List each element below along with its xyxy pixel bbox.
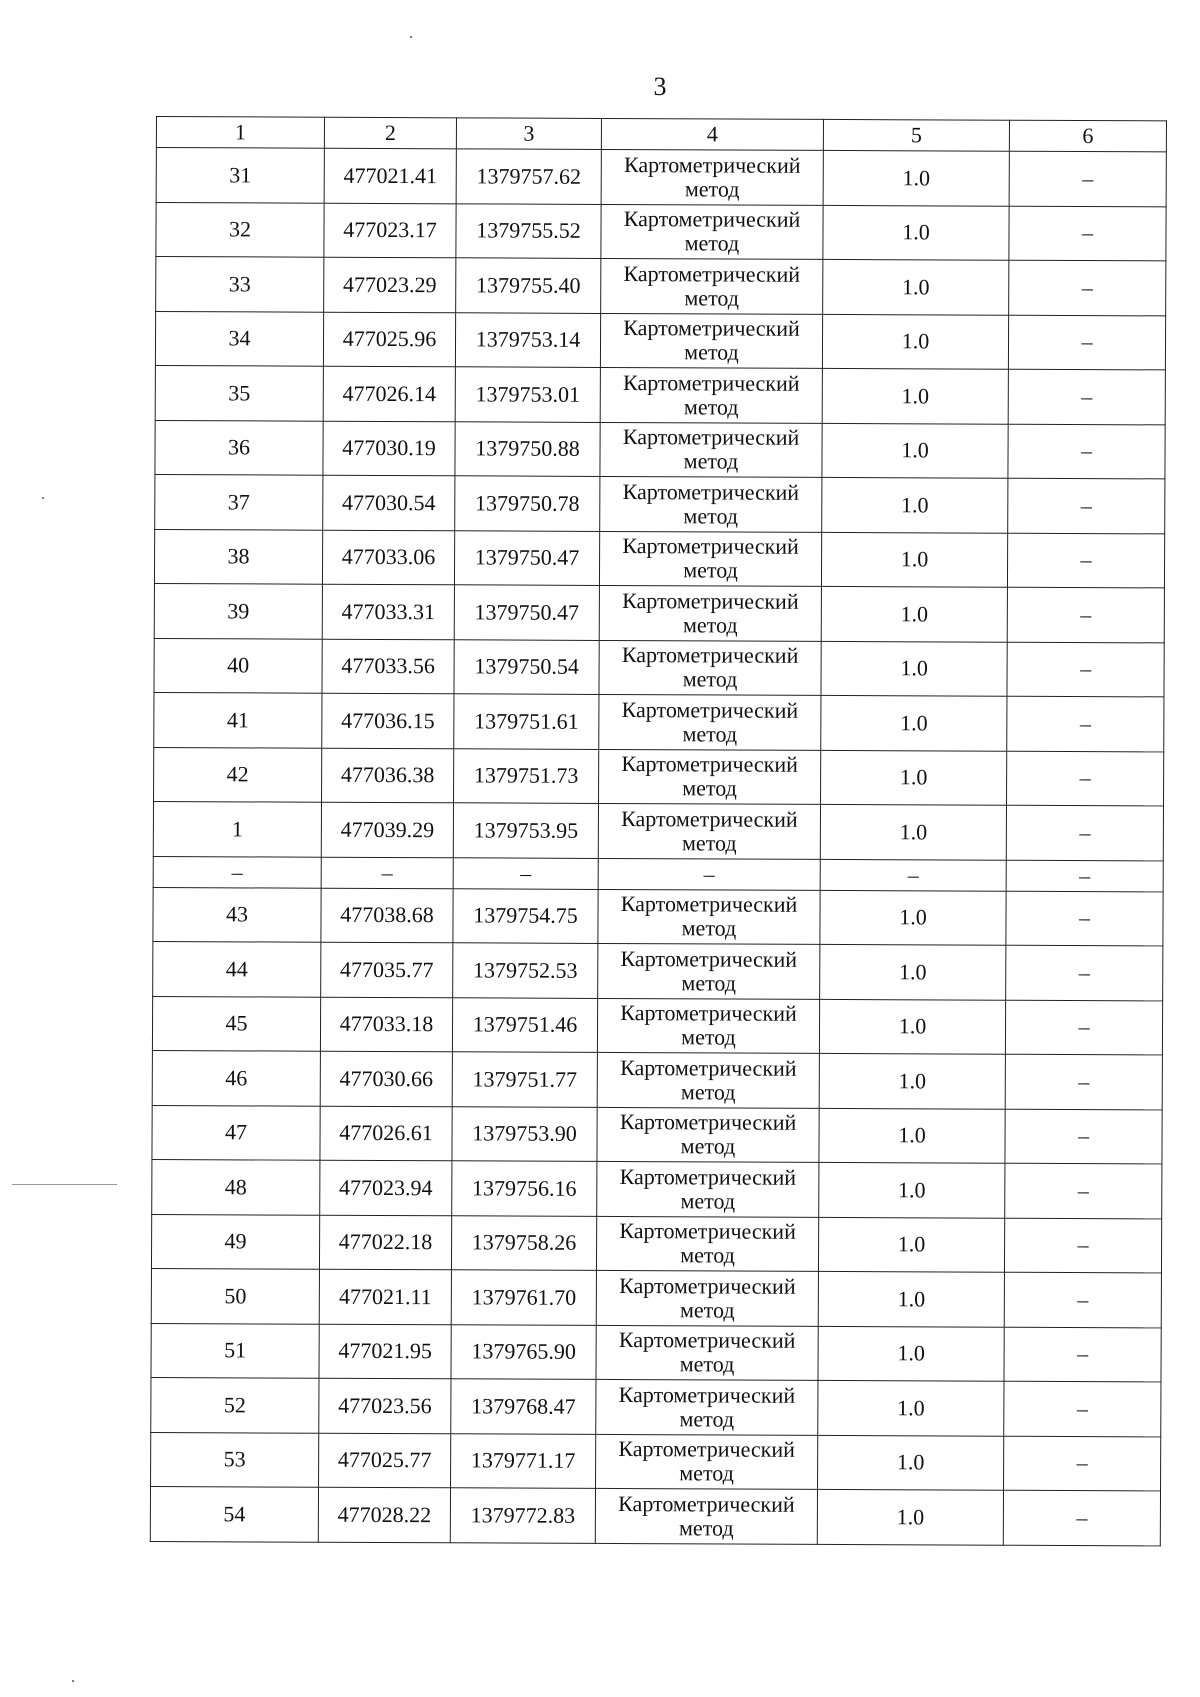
- method-cell: [600, 367, 822, 422]
- method-line-1: Картометрический: [623, 206, 801, 233]
- note-cell: –: [1004, 1218, 1161, 1273]
- method-line-1: Картометрический: [623, 315, 800, 342]
- accuracy-cell: 1.0: [819, 1162, 1005, 1217]
- table-row: [154, 692, 1164, 751]
- method-line-1: Картометрический: [619, 1109, 797, 1136]
- method-cell: [599, 694, 821, 749]
- y-coordinate-cell: 1379751.61: [454, 694, 599, 749]
- table-body: [150, 117, 1166, 1546]
- accuracy-cell: 1.0: [818, 1217, 1004, 1272]
- table-row: [151, 1268, 1161, 1327]
- table-row: [153, 941, 1163, 1000]
- method-line-2: метод: [683, 557, 738, 583]
- point-number-cell: 53: [151, 1432, 319, 1487]
- separator-cell: –: [598, 858, 820, 890]
- accuracy-cell: 1.0: [818, 1435, 1004, 1490]
- method-line-1: Картометрический: [622, 587, 799, 614]
- table-row: [154, 638, 1164, 697]
- x-coordinate-cell: 477023.56: [319, 1378, 451, 1433]
- method-line-2: метод: [681, 1024, 736, 1050]
- x-coordinate-cell: 477033.56: [322, 639, 454, 694]
- accuracy-cell: 1.0: [822, 477, 1008, 532]
- method-line-1: Картометрический: [621, 751, 798, 778]
- point-number-cell: 47: [152, 1105, 320, 1160]
- point-number-cell: 49: [151, 1214, 319, 1269]
- header-cell-6: 6: [1009, 120, 1166, 152]
- table-row: [152, 1105, 1162, 1164]
- note-cell: –: [1008, 478, 1165, 533]
- x-coordinate-cell: 477026.14: [323, 366, 455, 421]
- note-cell: –: [1005, 1000, 1162, 1055]
- point-number-cell: 36: [155, 420, 323, 475]
- method-cell: [596, 1325, 818, 1380]
- point-number-cell: 46: [152, 1050, 320, 1105]
- table-row: [156, 202, 1166, 261]
- y-coordinate-cell: 1379754.75: [453, 888, 598, 943]
- y-coordinate-cell: 1379750.47: [454, 585, 599, 640]
- method-line-1: Картометрический: [620, 1000, 797, 1027]
- note-cell: –: [1005, 1109, 1162, 1164]
- method-cell: [596, 1379, 818, 1434]
- point-number-cell: 35: [155, 365, 323, 420]
- table-row: [153, 887, 1163, 946]
- x-coordinate-cell: 477023.29: [324, 257, 456, 312]
- x-coordinate-cell: 477036.38: [322, 748, 454, 803]
- method-cell: [601, 204, 823, 259]
- method-cell: [597, 1107, 819, 1162]
- table-row: [156, 257, 1166, 316]
- x-coordinate-cell: 477028.22: [318, 1487, 450, 1542]
- method-cell: [595, 1488, 817, 1543]
- table-row: [155, 311, 1165, 370]
- accuracy-cell: 1.0: [819, 1053, 1005, 1108]
- method-line-2: метод: [681, 830, 737, 856]
- method-line-1: Картометрический: [623, 369, 800, 396]
- y-coordinate-cell: 1379772.83: [450, 1488, 595, 1543]
- y-coordinate-cell: 1379752.53: [453, 943, 598, 998]
- note-cell: –: [1007, 587, 1164, 642]
- accuracy-cell: 1.0: [823, 150, 1009, 205]
- point-number-cell: 54: [150, 1486, 318, 1541]
- point-number-cell: 31: [156, 148, 324, 203]
- accuracy-cell: 1.0: [820, 890, 1006, 945]
- method-cell: [601, 258, 823, 313]
- x-coordinate-cell: 477023.94: [320, 1160, 452, 1215]
- method-line-1: Картометрический: [621, 642, 799, 669]
- y-coordinate-cell: 1379756.16: [452, 1161, 597, 1216]
- accuracy-cell: 1.0: [822, 314, 1008, 369]
- accuracy-cell: 1.0: [818, 1380, 1004, 1435]
- method-line-1: Картометрический: [623, 151, 801, 178]
- point-number-cell: 33: [156, 257, 324, 312]
- x-coordinate-cell: 477033.06: [322, 530, 454, 585]
- table-row: [152, 1050, 1162, 1109]
- table-row: [151, 1432, 1161, 1491]
- point-number-cell: 41: [154, 692, 322, 747]
- method-cell: [601, 149, 823, 204]
- method-line-2: метод: [680, 1079, 736, 1105]
- x-coordinate-cell: 477036.15: [322, 693, 454, 748]
- method-cell: [598, 889, 820, 944]
- separator-cell: –: [153, 856, 321, 888]
- method-line-2: метод: [684, 285, 740, 311]
- point-number-cell: 37: [155, 474, 323, 529]
- y-coordinate-cell: 1379751.77: [452, 1052, 597, 1107]
- y-coordinate-cell: 1379753.14: [455, 312, 600, 367]
- method-line-2: метод: [679, 1460, 734, 1486]
- method-line-2: метод: [682, 666, 738, 692]
- y-coordinate-cell: 1379753.01: [455, 367, 600, 422]
- method-line-2: метод: [683, 448, 739, 474]
- x-coordinate-cell: 477021.11: [319, 1269, 451, 1324]
- point-number-cell: 48: [152, 1159, 320, 1214]
- note-cell: –: [1004, 1436, 1161, 1491]
- note-cell: –: [1003, 1490, 1160, 1545]
- header-cell-5: 5: [823, 119, 1009, 151]
- method-line-1: Картометрический: [620, 945, 798, 972]
- accuracy-cell: 1.0: [819, 1108, 1005, 1163]
- method-line-1: Картометрический: [622, 533, 799, 560]
- method-line-2: метод: [681, 915, 737, 941]
- y-coordinate-cell: 1379768.47: [451, 1379, 596, 1434]
- point-number-cell: 1: [153, 801, 321, 856]
- method-cell: [600, 476, 822, 531]
- method-line-2: метод: [682, 775, 737, 801]
- method-cell: [599, 585, 821, 640]
- table-row: [151, 1323, 1161, 1382]
- method-cell: [600, 422, 822, 477]
- y-coordinate-cell: 1379757.62: [456, 149, 601, 204]
- table-row: [155, 365, 1165, 424]
- table-row: [154, 583, 1164, 642]
- x-coordinate-cell: 477033.31: [322, 584, 454, 639]
- method-line-2: метод: [680, 1133, 736, 1159]
- method-line-1: Картометрический: [619, 1218, 796, 1245]
- note-cell: –: [1005, 1054, 1162, 1109]
- note-cell: –: [1007, 751, 1164, 806]
- point-number-cell: 34: [155, 311, 323, 366]
- x-coordinate-cell: 477033.18: [320, 997, 452, 1052]
- separator-cell: –: [453, 857, 598, 889]
- header-cell-1: 1: [156, 117, 324, 149]
- method-line-2: метод: [679, 1351, 735, 1377]
- method-line-1: Картометрический: [618, 1381, 796, 1408]
- point-number-cell: 39: [154, 583, 322, 638]
- page-number: 3: [653, 72, 667, 101]
- scan-speck: [72, 1680, 74, 1682]
- y-coordinate-cell: 1379750.78: [455, 476, 600, 531]
- method-cell: [600, 313, 822, 368]
- method-line-2: метод: [679, 1406, 735, 1432]
- x-coordinate-cell: 477030.54: [323, 475, 455, 530]
- method-line-2: метод: [684, 339, 739, 365]
- note-cell: –: [1009, 151, 1166, 206]
- x-coordinate-cell: 477038.68: [321, 888, 453, 943]
- note-cell: –: [1008, 369, 1165, 424]
- method-line-2: метод: [681, 970, 737, 996]
- table-header-row: [156, 117, 1166, 152]
- x-coordinate-cell: 477039.29: [321, 802, 453, 857]
- header-cell-4: 4: [601, 118, 823, 150]
- accuracy-cell: 1.0: [821, 750, 1007, 805]
- accuracy-cell: 1.0: [823, 259, 1009, 314]
- method-cell: [596, 1270, 818, 1325]
- point-number-cell: 51: [151, 1323, 319, 1378]
- accuracy-cell: 1.0: [822, 368, 1008, 423]
- point-number-cell: 50: [151, 1268, 319, 1323]
- y-coordinate-cell: 1379758.26: [451, 1215, 596, 1270]
- note-cell: –: [1008, 315, 1165, 370]
- note-cell: –: [1006, 945, 1163, 1000]
- point-number-cell: 42: [154, 747, 322, 802]
- method-cell: [596, 1434, 818, 1489]
- method-line-2: метод: [684, 176, 740, 202]
- method-line-1: Картометрический: [623, 260, 801, 287]
- table-row: [152, 996, 1162, 1055]
- x-coordinate-cell: 477023.17: [324, 203, 456, 258]
- method-cell: [599, 640, 821, 695]
- method-line-1: Картометрический: [618, 1436, 795, 1463]
- x-coordinate-cell: 477021.95: [319, 1324, 451, 1379]
- method-line-2: метод: [680, 1242, 735, 1268]
- table-row: [151, 1214, 1161, 1273]
- method-line-2: метод: [678, 1515, 734, 1541]
- method-cell: [599, 531, 821, 586]
- scan-speck: [42, 497, 44, 499]
- method-line-1: Картометрический: [621, 696, 799, 723]
- point-number-cell: 43: [153, 887, 321, 942]
- y-coordinate-cell: 1379771.17: [451, 1433, 596, 1488]
- point-number-cell: 52: [151, 1377, 319, 1432]
- point-number-cell: 45: [152, 996, 320, 1051]
- method-line-1: Картометрический: [618, 1327, 796, 1354]
- accuracy-cell: 1.0: [823, 205, 1009, 260]
- table-row: [150, 1486, 1160, 1545]
- accuracy-cell: 1.0: [821, 641, 1007, 696]
- method-line-2: метод: [682, 612, 738, 638]
- x-coordinate-cell: 477026.61: [320, 1106, 452, 1161]
- accuracy-cell: 1.0: [820, 944, 1006, 999]
- y-coordinate-cell: 1379751.73: [454, 748, 599, 803]
- table-row: [153, 801, 1163, 860]
- method-cell: [598, 943, 820, 998]
- method-cell: [599, 749, 821, 804]
- note-cell: –: [1005, 1163, 1162, 1218]
- accuracy-cell: 1.0: [820, 804, 1006, 859]
- scan-artifact-line: [12, 1184, 117, 1185]
- method-line-1: Картометрический: [622, 424, 800, 451]
- point-number-cell: 32: [156, 202, 324, 257]
- x-coordinate-cell: 477030.66: [320, 1051, 452, 1106]
- method-line-1: Картометрический: [620, 891, 798, 918]
- method-line-1: Картометрический: [618, 1490, 795, 1517]
- x-coordinate-cell: 477022.18: [319, 1215, 451, 1270]
- note-cell: –: [1008, 424, 1165, 479]
- y-coordinate-cell: 1379753.95: [453, 803, 598, 858]
- x-coordinate-cell: 477025.96: [323, 312, 455, 367]
- note-cell: –: [1006, 805, 1163, 860]
- table-row: [154, 529, 1164, 588]
- y-coordinate-cell: 1379755.52: [456, 203, 601, 258]
- note-cell: –: [1007, 696, 1164, 751]
- method-cell: [597, 1052, 819, 1107]
- table-row: [152, 1159, 1162, 1218]
- accuracy-cell: 1.0: [821, 532, 1007, 587]
- header-cell-3: 3: [456, 118, 601, 150]
- y-coordinate-cell: 1379750.47: [454, 530, 599, 585]
- accuracy-cell: 1.0: [819, 999, 1005, 1054]
- table-row: [155, 420, 1165, 479]
- method-cell: [596, 1216, 818, 1271]
- x-coordinate-cell: 477021.41: [324, 148, 456, 203]
- note-cell: –: [1009, 260, 1166, 315]
- method-line-2: метод: [683, 503, 739, 529]
- y-coordinate-cell: 1379753.90: [452, 1106, 597, 1161]
- separator-row: [153, 856, 1163, 891]
- y-coordinate-cell: 1379755.40: [456, 258, 601, 313]
- method-line-2: метод: [683, 394, 739, 420]
- point-number-cell: 40: [154, 638, 322, 693]
- point-number-cell: 44: [153, 941, 321, 996]
- accuracy-cell: 1.0: [818, 1326, 1004, 1381]
- method-line-2: метод: [679, 1297, 735, 1323]
- y-coordinate-cell: 1379750.88: [455, 421, 600, 476]
- method-line-1: Картометрический: [620, 1054, 797, 1081]
- note-cell: –: [1006, 891, 1163, 946]
- accuracy-cell: 1.0: [817, 1489, 1003, 1544]
- x-coordinate-cell: 477030.19: [323, 421, 455, 476]
- note-cell: –: [1007, 642, 1164, 697]
- y-coordinate-cell: 1379765.90: [451, 1324, 596, 1379]
- method-line-2: метод: [684, 230, 740, 256]
- method-cell: [597, 998, 819, 1053]
- method-cell: [598, 803, 820, 858]
- method-line-1: Картометрический: [621, 805, 798, 832]
- table-row: [154, 747, 1164, 806]
- table-row: [151, 1377, 1161, 1436]
- accuracy-cell: 1.0: [818, 1271, 1004, 1326]
- y-coordinate-cell: 1379761.70: [451, 1270, 596, 1325]
- separator-cell: –: [820, 859, 1006, 891]
- method-line-1: Картометрический: [622, 478, 800, 505]
- method-line-1: Картометрический: [619, 1163, 797, 1190]
- y-coordinate-cell: 1379750.54: [454, 639, 599, 694]
- coordinates-table: [150, 116, 1167, 1546]
- accuracy-cell: 1.0: [821, 695, 1007, 750]
- y-coordinate-cell: 1379751.46: [452, 997, 597, 1052]
- table-row: [156, 148, 1166, 207]
- note-cell: –: [1004, 1327, 1161, 1382]
- note-cell: –: [1004, 1381, 1161, 1436]
- accuracy-cell: 1.0: [821, 586, 1007, 641]
- x-coordinate-cell: 477035.77: [321, 942, 453, 997]
- table-row: [155, 474, 1165, 533]
- note-cell: –: [1007, 533, 1164, 588]
- header-cell-2: 2: [324, 117, 456, 149]
- accuracy-cell: 1.0: [822, 423, 1008, 478]
- point-number-cell: 38: [154, 529, 322, 584]
- method-cell: [597, 1161, 819, 1216]
- x-coordinate-cell: 477025.77: [319, 1433, 451, 1488]
- scan-speck: [410, 36, 412, 38]
- method-line-2: метод: [682, 721, 738, 747]
- method-line-2: метод: [680, 1188, 736, 1214]
- method-line-1: Картометрический: [619, 1272, 796, 1299]
- note-cell: –: [1009, 206, 1166, 261]
- separator-cell: –: [321, 857, 453, 889]
- separator-cell: –: [1006, 860, 1163, 892]
- note-cell: –: [1004, 1272, 1161, 1327]
